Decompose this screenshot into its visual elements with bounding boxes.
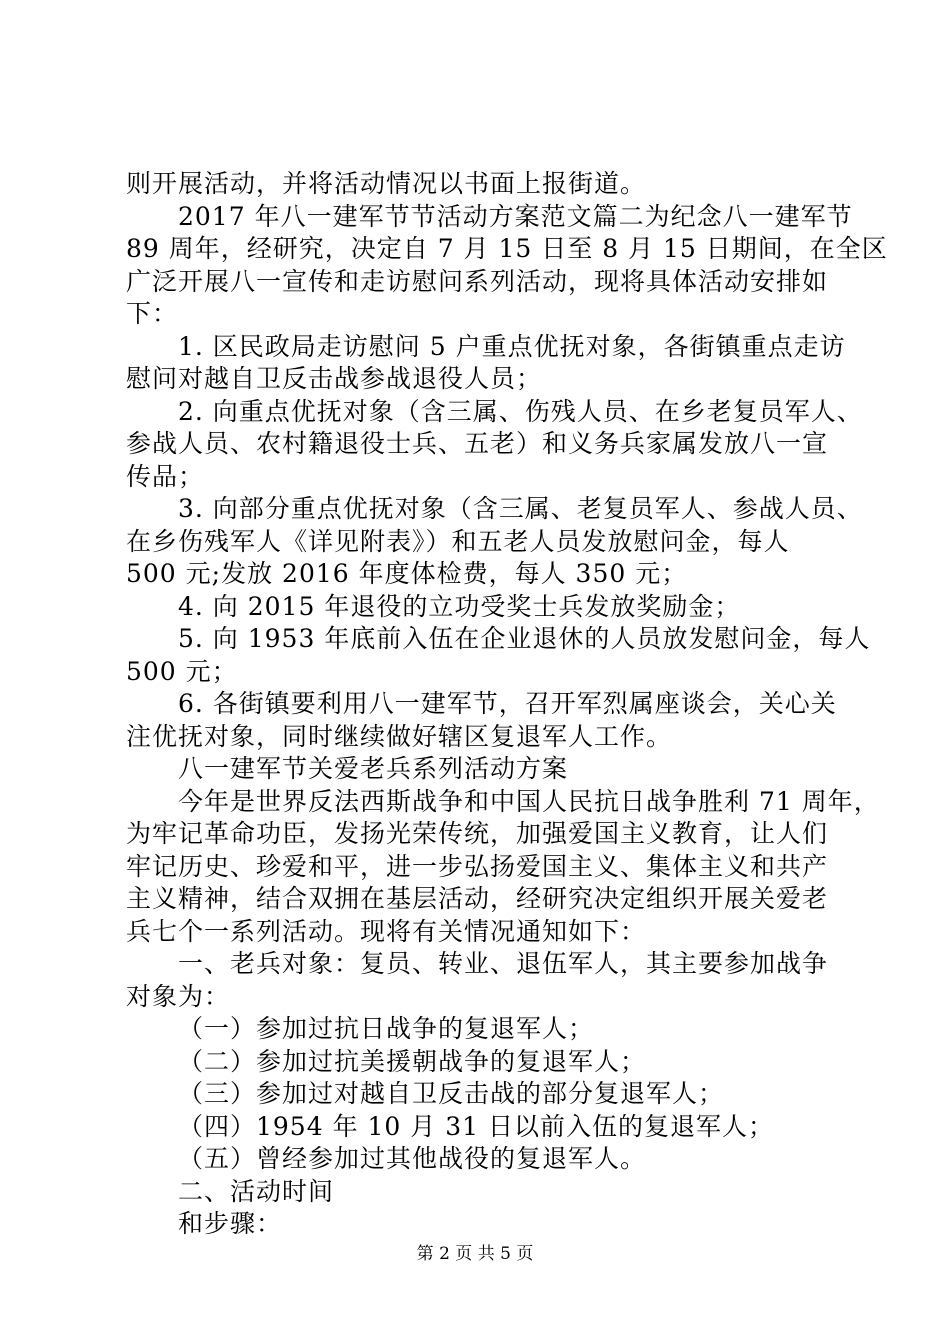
list-item: （三）参加过对越自卫反击战的部分复退军人； bbox=[178, 1079, 725, 1108]
text-line: 兵七个一系列活动。现将有关情况通知如下： bbox=[126, 916, 647, 946]
text-line: 慰问对越自卫反击战参战退役人员； bbox=[126, 364, 543, 393]
text-line: 在乡伤残军人《详见附表》）和五老人员发放慰问金，每人 bbox=[126, 526, 790, 556]
text-line: 一、老兵对象：复员、转业、退伍军人，其主要参加战争 bbox=[178, 949, 829, 978]
list-item: （一）参加过抗日战争的复退军人； bbox=[178, 1014, 595, 1043]
text-line: 注优抚对象，同时继续做好辖区复退军人工作。 bbox=[126, 721, 673, 751]
text-line: 5. 向 1953 年底前入伍在企业退休的人员放发慰问金，每人 bbox=[178, 624, 871, 653]
text-line: 则开展活动，并将活动情况以书面上报街道。 bbox=[126, 169, 647, 198]
text-line: 下： bbox=[126, 299, 179, 328]
section-heading: 八一建军节关爱老兵系列活动方案 bbox=[178, 754, 569, 783]
page-indicator: 第 2 页 共 5 页 bbox=[416, 1244, 534, 1264]
text-line: 3. 向部分重点优抚对象（含三属、老复员军人、参战人员、 bbox=[178, 494, 863, 523]
text-line: 今年是世界反法西斯战争和中国人民抗日战争胜利 71 周年， bbox=[178, 786, 880, 816]
text-line: 1. 区民政局走访慰问 5 户重点优抚对象，各街镇重点走访 bbox=[178, 331, 846, 361]
text-line: 4. 向 2015 年退役的立功受奖士兵发放奖励金； bbox=[178, 591, 741, 621]
text-line: 为牢记革命功臣，发扬光荣传统，加强爱国主义教育，让人们 bbox=[126, 819, 829, 848]
text-line: 6. 各街镇要利用八一建军节，召开军烈属座谈会，关心关 bbox=[178, 689, 837, 718]
section-heading: 二、活动时间 bbox=[178, 1176, 335, 1206]
text-line: 广泛开展八一宣传和走访慰问系列活动，现将具体活动安排如 bbox=[126, 266, 829, 296]
text-line: 主义精神，结合双拥在基层活动，经研究决定组织开展关爱老 bbox=[126, 884, 829, 913]
list-item: （五）曾经参加过其他战役的复退军人。 bbox=[178, 1144, 647, 1173]
text-line: 89 周年，经研究，决定自 7 月 15 日至 8 月 15 日期间，在全区 bbox=[126, 234, 888, 263]
text-line: 参战人员、农村籍退役士兵、五老）和义务兵家属发放八一宣 bbox=[126, 429, 829, 458]
text-line: 500 元； bbox=[126, 656, 238, 686]
text-line: 2. 向重点优抚对象（含三属、伤残人员、在乡老复员军人、 bbox=[178, 396, 863, 426]
text-line: 2017 年八一建军节节活动方案范文篇二为纪念八一建军节 bbox=[178, 201, 853, 231]
document-body bbox=[126, 168, 888, 1241]
text-line: 传品； bbox=[126, 461, 205, 491]
list-item: （四）1954 年 10 月 31 日以前入伍的复退军人； bbox=[178, 1111, 774, 1141]
text-line: 500 元;发放 2016 年度体检费，每人 350 元； bbox=[126, 559, 688, 588]
list-item: （二）参加过抗美援朝战争的复退军人； bbox=[178, 1046, 647, 1076]
text-line: 对象为： bbox=[126, 981, 231, 1011]
text-line: 和步骤： bbox=[178, 1209, 283, 1238]
text-line: 牢记历史、珍爱和平，进一步弘扬爱国主义、集体主义和共产 bbox=[126, 851, 829, 881]
